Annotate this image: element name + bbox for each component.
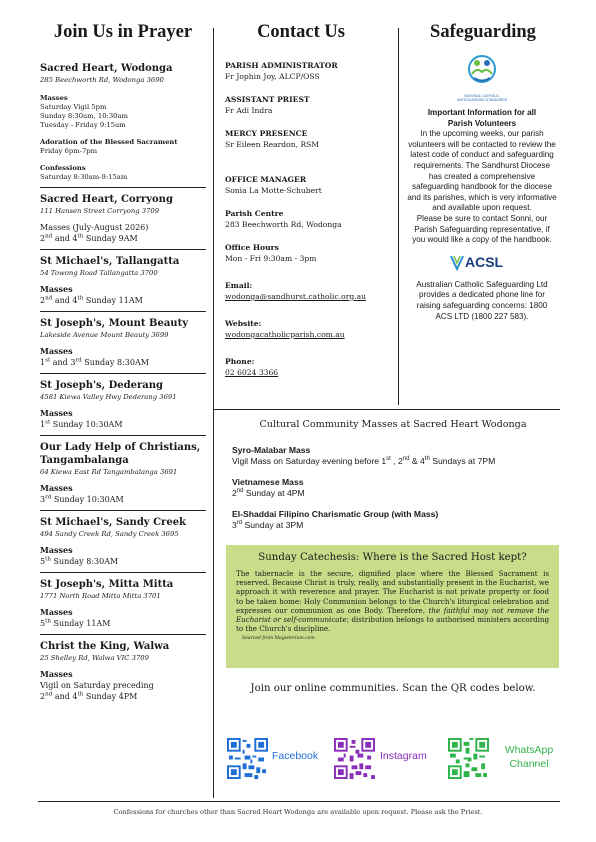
mass-time: 2nd and 4th Sunday 11AM [40, 295, 143, 305]
church-dederang [40, 379, 206, 430]
church-separator [40, 249, 206, 250]
masses-heading: Masses [40, 284, 73, 294]
office-name: Sonia La Motte-Schubert [225, 186, 322, 195]
vietnamese-heading: Vietnamese Mass [232, 477, 304, 487]
facebook-qr-icon[interactable] [227, 738, 268, 779]
confessions-heading: Confessions [40, 164, 86, 172]
website-heading: Website: [225, 319, 262, 328]
el-shaddai-heading: El-Shaddai Filipino Charismatic Group (with Mass) [232, 509, 439, 519]
mass-time: 1st Sunday 10:30AM [40, 419, 123, 429]
el-shaddai-time: 3rd Sunday at 3PM [232, 520, 304, 530]
adoration-heading: Adoration of the Blessed Sacrament [40, 138, 178, 146]
safeguarding-heading: Important Information for all Parish Volunteers [427, 108, 537, 128]
church-address: Lakeside Avenue Mount Beauty 3699 [40, 331, 169, 339]
email-link[interactable]: wodonga@sandhurst.catholic.org.au [225, 292, 367, 301]
church-separator [40, 311, 206, 312]
mass-time: 2nd and 4th Sunday 9AM [40, 233, 138, 243]
masses-heading: Masses [40, 94, 68, 102]
centre-heading: Parish Centre [225, 209, 284, 218]
church-mount-beauty [40, 317, 206, 368]
church-corryong [40, 193, 206, 244]
whatsapp-label-line2: Channel [509, 758, 549, 770]
church-name: St Joseph's, Mount Beauty [40, 318, 189, 329]
syro-heading: Syro-Malabar Mass [232, 445, 311, 455]
church-address: 25 Shelley Rd, Walwa VIC 3709 [40, 654, 149, 662]
mass-time: 5th Sunday 8:30AM [40, 556, 119, 566]
church-address: 4581 Kiewa Valley Hwy Dederang 3691 [40, 393, 177, 401]
church-sandy-creek [40, 516, 206, 567]
footer-note: Confessions for churches other than Sacred Heart Wodonga are available upon request. Please ask the Priest. [113, 808, 483, 816]
church-address: 64 Kiewa East Rd Tangambalanga 3691 [40, 468, 178, 476]
safeguarding-title: Safeguarding [430, 22, 536, 42]
contact-column [225, 60, 390, 378]
hours-text: Mon - Fri 9:30am - 3pm [225, 254, 317, 263]
mass-time: Sunday 8:30am, 10:30am [40, 112, 128, 120]
catechesis-box [226, 545, 559, 668]
divider-right [398, 28, 399, 405]
acsl-logo-text: ACSL [465, 253, 504, 270]
church-mitta-mitta [40, 578, 206, 629]
vietnamese-time: 2nd Sunday at 4PM [232, 488, 305, 498]
mass-time: Tuesday - Friday 9:15am [40, 121, 126, 129]
safeguarding-contact: Please be sure to contact Sonni, our Parish Safeguarding representative, if you would like a copy of the handbook. [412, 213, 552, 245]
church-name: Our Lady Help of Christians, Tangambalanga [40, 442, 201, 466]
church-address: 494 Sandy Creek Rd, Sandy Creek 3695 [40, 530, 179, 538]
church-name: Christ the King, Walwa [40, 641, 170, 652]
masses-heading: Masses [40, 545, 73, 555]
acsl-logo-icon [450, 255, 464, 271]
assistant-heading: ASSISTANT PRIEST [225, 95, 310, 104]
safeguarding-logo-icon [457, 50, 507, 100]
church-separator [40, 187, 206, 188]
instagram-label[interactable]: Instagram [380, 750, 427, 762]
phone-heading: Phone: [225, 357, 255, 366]
church-wodonga [40, 62, 206, 182]
facebook-label[interactable]: Facebook [272, 750, 319, 762]
prayer-title: Join Us in Prayer [53, 22, 193, 42]
safeguarding-logo [457, 50, 507, 100]
church-address: 1771 North Road Mitta Mitta 3701 [40, 592, 161, 600]
phone-link[interactable]: 02 6024 3366 [225, 368, 279, 377]
confessions-time: Saturday 8:30am-9:15am [40, 173, 128, 181]
cultural-masses-section [226, 418, 560, 531]
admin-heading: PARISH ADMINISTRATOR [225, 61, 338, 70]
church-address: 54 Towong Road Tallangatta 3700 [40, 269, 158, 277]
church-name: St Joseph's, Dederang [40, 380, 164, 391]
church-name: Sacred Heart, Corryong [40, 194, 173, 205]
church-name: St Joseph's, Mitta Mitta [40, 579, 174, 590]
masses-heading: Masses (July-August 2026) [40, 223, 149, 232]
church-separator [40, 634, 206, 635]
church-separator [40, 572, 206, 573]
divider-footer [38, 801, 560, 802]
divider-cultural [214, 409, 560, 410]
church-separator [40, 435, 206, 436]
assistant-name: Fr Adi Indra [225, 106, 273, 115]
church-tangambalanga [40, 441, 206, 505]
syro-time: Vigil Mass on Saturday evening before 1st , 2nd & 4th Sundays at 7PM [232, 456, 496, 466]
instagram-qr-icon[interactable] [334, 738, 375, 779]
safeguarding-column [407, 50, 557, 322]
contact-title: Contact Us [257, 22, 345, 42]
masses-heading: Masses [40, 346, 73, 356]
church-walwa [40, 640, 206, 702]
safeguarding-body: In the upcoming weeks, our parish volunteers will be contacted to review the latest code of conduct and safeguarding requirements. The Sandhurst Diocese has created a comprehensive safeguarding handbook for the diocese and its parishes, which is very informative and available upon request. [407, 129, 557, 213]
acsl-text: Australian Catholic Safeguarding Ltd provides a dedicated phone line for raising safeguarding concerns: 1800 ACS LTD (1800 227 583). [416, 279, 548, 321]
catechesis-body: The tabernacle is the secure, dignified place where the Blessed Sacrament is reserved. Because Christ is truly, really, and substantially present in the Eucharist, we approach it with reverence and prayer. The Eucharist is not private property or food to be taken home: Holy Communion belongs to the Church's liturgical celebration and expresses our communion as one Body. Therefore, the faithful may not remove the Eucharist or self-communicate; distribution belongs to authorised ministers according to the Church's discipline. [236, 569, 550, 634]
church-separator [40, 373, 206, 374]
whatsapp-label-line1: WhatsApp [504, 744, 554, 756]
catechesis-title: Sunday Catechesis: Where is the Sacred Host kept? [258, 552, 527, 563]
acsl-logo [450, 252, 514, 274]
mass-times-column [40, 62, 206, 702]
whatsapp-label[interactable] [496, 743, 562, 771]
safeguarding-logo-caption: NATIONAL CATHOLIC SAFEGUARDING STANDARDS [456, 94, 508, 102]
church-name: St Michael's, Sandy Creek [40, 517, 186, 528]
masses-heading: Masses [40, 669, 73, 679]
divider-left [213, 28, 214, 798]
email-heading: Email: [225, 281, 253, 290]
mass-time: Saturday Vigil 5pm [40, 103, 107, 111]
mercy-heading: MERCY PRESENCE [225, 129, 308, 138]
catechesis-source: Sourced from Magisterium.com [242, 636, 315, 642]
church-tallangatta [40, 255, 206, 306]
online-title: Join our online communities. Scan the QR codes below. [250, 683, 536, 694]
masses-heading: Masses [40, 607, 73, 617]
mass-time: 5th Sunday 11AM [40, 618, 111, 628]
mercy-name: Sr Eileen Reardon, RSM [225, 140, 320, 149]
mass-time: 1st and 3rd Sunday 8:30AM [40, 357, 149, 367]
church-name: Sacred Heart, Wodonga [40, 63, 173, 74]
mass-time: 3rd Sunday 10:30AM [40, 494, 124, 504]
church-address: 111 Hansen Street Corryong 3709 [40, 207, 160, 215]
admin-name: Fr Jophin Joy, ALCP/OSS [225, 72, 320, 81]
church-separator [40, 510, 206, 511]
whatsapp-qr-icon[interactable] [448, 738, 489, 779]
website-link[interactable]: wodongacatholicparish.com.au [225, 330, 345, 339]
church-name: St Michael's, Tallangatta [40, 256, 180, 267]
hours-heading: Office Hours [225, 243, 279, 252]
centre-address: 283 Beechworth Rd, Wodonga [225, 220, 342, 229]
mass-time: Vigil on Saturday preceding [40, 681, 154, 690]
adoration-time: Friday 6pm-7pm [40, 147, 98, 155]
cultural-title: Cultural Community Masses at Sacred Heart Wodonga [259, 419, 527, 430]
church-address: 285 Beechworth Rd, Wodonga 3690 [40, 76, 164, 84]
mass-time: 2nd and 4th Sunday 4PM [40, 691, 138, 701]
masses-heading: Masses [40, 408, 73, 418]
masses-heading: Masses [40, 483, 73, 493]
office-heading: OFFICE MANAGER [225, 175, 307, 184]
